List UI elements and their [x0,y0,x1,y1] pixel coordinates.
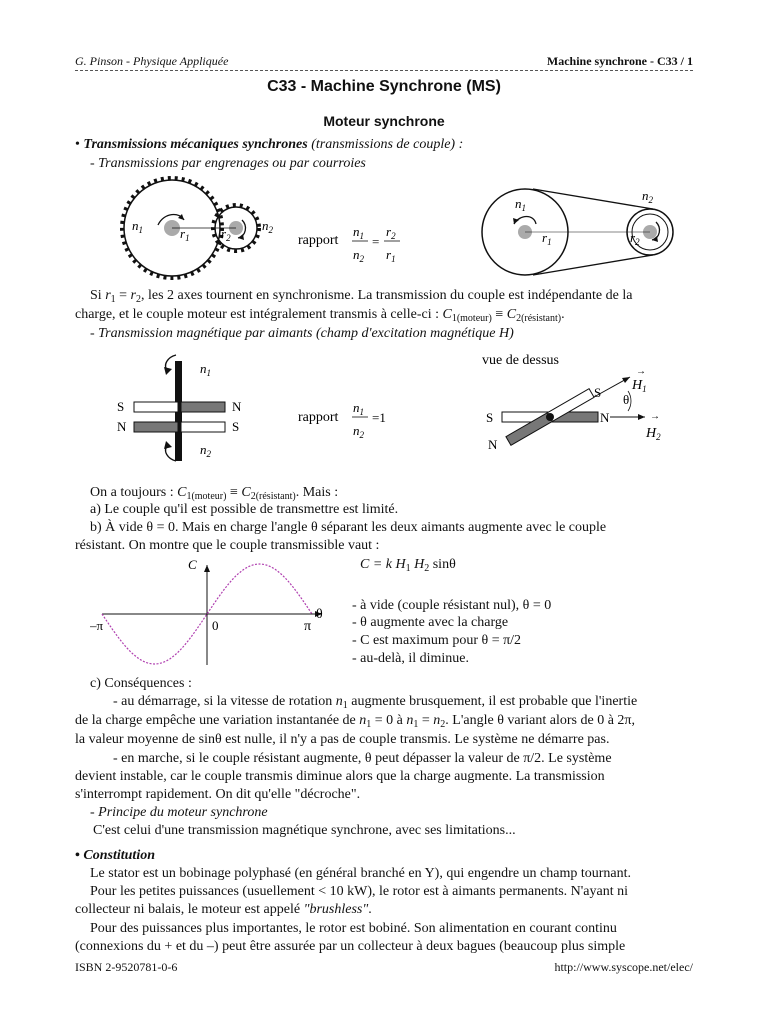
const-l4: Pour des puissances plus importantes, le rotor est bobiné. Son alimentation en courant continu [90,921,617,936]
h2-arrow: → [650,411,660,422]
footer-isbn: ISBN 2-9520781-0-6 [75,960,178,974]
frac-equals: = [372,234,380,249]
constitution-title: • Constitution [75,848,155,863]
frac1-den: $n_2$ [353,247,364,264]
h1-arrow: → [636,366,646,377]
note-3: - C est maximum pour θ = π/2 [352,633,522,648]
rapport-label-2: rapport [298,410,339,425]
axis-C: C [188,557,197,572]
page-title: C33 - Machine Synchrone (MS) [267,78,501,95]
rapport-label-1: rapport [298,233,339,248]
p2-line1: On a toujours : $C_{1(moteur)} \equiv C_{2(résistant)}$. Mais : [90,485,339,502]
principe-title: - Principe du moteur synchrone [90,805,268,820]
section-subtitle: Moteur synchrone [323,113,445,129]
gear-n2: $n_2$ [262,218,273,235]
footer-url[interactable]: http://www.syscope.net/elec/ [554,960,693,974]
p2-b2: résistant. On montre que le couple transmissible vaut : [75,538,380,553]
belt-n2: $n_2$ [642,188,653,205]
top-view-label: vue de dessus [482,353,559,368]
p1-line3: - Transmission magnétique par aimants (champ d'excitation magnétique H) [90,326,514,341]
top-N-rotated: N [488,437,498,452]
header-left: G. Pinson - Physique Appliquée [75,54,229,68]
h2-label: $H_2$ [646,426,661,442]
formula: C = k $H_1$ $H_2$ sinθ [360,557,456,574]
header-right: Machine synchrone - C33 / 1 [546,54,693,68]
sine-graph [90,555,350,670]
conseq-d3: la valeur moyenne de sinθ est nulle, il n'y a pas de couple transmis. Le système ne démarre pas. [75,732,610,747]
frac2-num: $r_2$ [386,224,396,241]
const-l1: Le stator est un bobinage polyphasé (en général branché en Y), qui engendre un champ tournant. [90,866,632,881]
gear-r1: $r_1$ [180,226,190,243]
const-l5: (connexions du + et du –) peut être assurée par un collecteur à deux bagues (beaucoup plus simple [75,939,626,954]
magnets-figure [110,345,700,465]
conseq-d2: de la charge empêche une variation instantanée de $n_1 = 0$ à $n_1 = n_2$. L'angle θ variant alors de 0 à 2π, [75,713,635,730]
mag-S-left: S [117,399,125,414]
top-N-right: N [600,410,610,425]
p2-a: a) Le couple qu'il est possible de transmettre est limité. [90,502,399,517]
const-l3: collecteur ni balais, le moteur est appelé "brushless". [75,902,372,917]
const-l2: Pour les petites puissances (usuellement < 10 kW), le rotor est à aimants permanents. N'ayant ni [90,884,629,899]
mag-n1: $n_1$ [200,361,211,378]
sec1-title: • Transmissions mécaniques synchrones (transmissions de couple) : [75,137,464,152]
top-S-left: S [486,410,494,425]
h1-label: $H_1$ [632,378,647,394]
conseq-m1: - en marche, si le couple résistant augmente, θ peut dépasser la valeur de π/2. Le système [113,751,612,766]
theta-angle: θ [623,392,630,407]
frac1-num: $n_1$ [353,224,364,241]
note-1: - à vide (couple résistant nul), θ = 0 [352,598,552,613]
gears-belt-figure [110,170,690,280]
gear-r2: $r_2$ [221,226,231,243]
p2-b1: b) À vide θ = 0. Mais en charge l'angle θ séparant les deux aimants augmente avec le couple [90,520,607,535]
conseq-m2: devient instable, car le couple transmis diminue alors que la charge augmente. La transmission [75,769,605,784]
p1-line2: charge, et le couple moteur est intégralement transmis à celle-ci : $C_{1(moteur)} \equiv C_{2(résistant)}$. [75,307,565,324]
mag-N-right: N [232,399,242,414]
mag-S-right: S [232,419,240,434]
mag-n2: $n_2$ [200,442,211,459]
frac3-equals: =1 [372,410,386,425]
axis-theta: θ [316,607,323,622]
note-4: - au-delà, il diminue. [352,651,470,666]
magnet-axis [134,355,225,461]
p1-line1: Si $r_1 = r_2$, les 2 axes tournent en synchronisme. La transmission du couple est indépendante de la [90,288,633,305]
top-view-magnets [502,377,645,445]
gear-n1: $n_1$ [132,218,143,235]
header-divider [75,70,693,71]
frac2-den: $r_1$ [386,247,396,264]
mag-N-left: N [117,419,127,434]
tick-pi: π [304,619,312,634]
sec1-sub1: - Transmissions par engrenages ou par courroies [90,156,366,171]
tick-mpi: –π [90,618,104,633]
conseq-d1: - au démarrage, si la vitesse de rotation $n_1$ augmente brusquement, il est probable que l'inertie [113,694,638,711]
note-2: - θ augmente avec la charge [352,615,509,630]
conseq-m3: s'interrompt rapidement. On dit qu'elle "décroche". [75,787,361,802]
tick-zero: 0 [212,618,219,633]
belt-r1: $r_1$ [542,230,552,247]
belt-r2: $r_2$ [630,230,640,247]
belt-n1: $n_1$ [515,196,526,213]
frac3-den: $n_2$ [353,423,364,440]
conseq-title: c) Conséquences : [90,676,192,691]
principe-text: C'est celui d'une transmission magnétique synchrone, avec ses limitations... [93,823,516,838]
frac3-num: $n_1$ [353,400,364,417]
top-S-rotated: S [594,385,602,400]
